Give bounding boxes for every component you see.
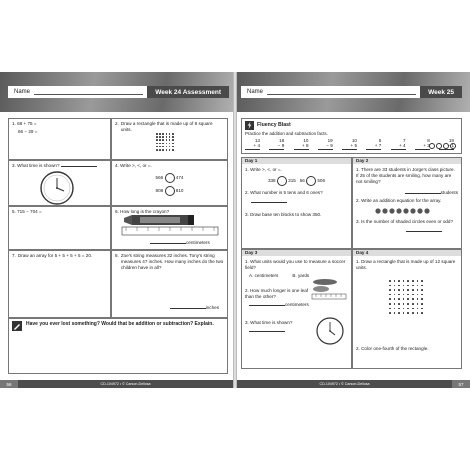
fact-top: 5 [378, 137, 382, 143]
week-title: Week 24 Assessment [147, 86, 229, 98]
fact-bottom: − 9 [269, 143, 284, 149]
fact-bottom: + 8 [294, 143, 309, 149]
crayon-ruler-icon [120, 215, 220, 237]
answer-line[interactable] [251, 199, 287, 203]
question-7: 7. Draw an array for 5 + 5 + 5 + 5 = 20. [8, 250, 111, 318]
week-title: Week 25 [420, 86, 462, 98]
answer-line[interactable] [249, 328, 285, 332]
fact-bottom: + 3 [415, 143, 430, 149]
circle-array [374, 207, 434, 215]
left-page [0, 72, 233, 388]
question-3: 3. What time is shown? [8, 160, 111, 206]
leaf-ruler-icon [311, 278, 347, 300]
question-6: 6. How long is the crayon? centimeters [111, 206, 228, 250]
day-2: Day 2 1. There are 33 students in Jorge's class picture. If 25 of the students are smiling, how many are not smiling? students 2. Write an addition equation for the array. 3. Is the number of shaded circles even or odd? [352, 157, 462, 249]
fact-bottom: − 1 [439, 143, 454, 149]
reflection-box: Have you ever lost something? Would that be addition or subtraction? Explain. [8, 318, 228, 374]
fact-7 [391, 138, 406, 150]
answer-line[interactable] [150, 240, 186, 244]
fact-4 [318, 138, 333, 150]
name-line[interactable] [267, 89, 416, 95]
fact-top: 7 [402, 137, 406, 143]
fluency-blast: Fluency Blast Practice the addition and subtraction facts. 13 + 4 18 − 9 10 + 8 19 − 9 10 + 5 5 + 7 7 + 4 8 + 3 19 − 1 [241, 118, 462, 154]
right-footer: CD-104972 • © Carson-Dellosa 57 [237, 380, 470, 388]
right-header [241, 86, 462, 98]
question-5: 5. 715 − 704 = [8, 206, 111, 250]
answer-line[interactable] [249, 302, 285, 306]
pencil-icon [12, 321, 22, 331]
workbook-spread [0, 72, 470, 388]
answer-line[interactable] [406, 228, 442, 232]
fact-1 [245, 138, 260, 150]
fact-bottom: + 5 [342, 143, 357, 149]
question-4: 4. Write >, <, or =. 566 474 808 810 [111, 160, 228, 206]
fact-bottom: − 9 [318, 143, 333, 149]
dot-grid[interactable] [389, 280, 423, 314]
right-page [237, 72, 470, 388]
question-2: 2. Draw a rectangle that is made up of 8 square units. [111, 118, 228, 160]
fact-top: 19 [327, 137, 333, 143]
fact-top: 13 [254, 137, 260, 143]
day-3: Day 3 1. What units would you use to measure a soccer field? A. centimeters B. yards 2. How much longer is one leaf than the other? centimeters 3. What time is shown? [241, 249, 352, 369]
day-4: Day 4 1. Draw a rectangle that is made up of 12 square units. 2. Color one-fourth of the rectangle. [352, 249, 462, 369]
compare-circle[interactable] [165, 173, 175, 183]
answer-line[interactable] [170, 305, 206, 309]
fact-bottom: + 7 [366, 143, 381, 149]
page-number: 56 [0, 380, 18, 388]
fact-top: 8 [427, 137, 430, 143]
fact-top: 18 [279, 137, 285, 143]
dot-grid[interactable] [156, 133, 174, 151]
compare-circle[interactable] [306, 176, 316, 186]
name-line[interactable] [34, 89, 143, 95]
fact-6 [366, 138, 381, 150]
fact-5 [342, 138, 357, 150]
left-footer: 56 CD-104972 • © Carson-Dellosa [0, 380, 233, 388]
fact-2 [269, 138, 284, 150]
clock-icon [315, 316, 345, 346]
question-8: 8. Zoe's string measures 32 inches. Tony's string measures 47 inches. How many inches do the two children have in all? inches [111, 250, 228, 318]
fact-8 [415, 138, 430, 150]
fact-top: 19 [448, 137, 454, 143]
day-1: Day 1 1. Write >, <, or =. 338 315 56 506 2. What number is 5 tens and 6 ones? 3. Draw base ten blocks to show 350. [241, 157, 352, 249]
lightning-icon [245, 121, 254, 130]
fact-top: 10 [351, 137, 357, 143]
timer-circles [429, 143, 457, 151]
facts-row [245, 138, 458, 150]
left-header [8, 86, 229, 98]
answer-line[interactable] [405, 190, 441, 194]
fact-3 [294, 138, 309, 150]
compare-circle[interactable] [165, 186, 175, 196]
name-label: Name [14, 89, 31, 95]
option-a[interactable]: A. centimeters [249, 273, 279, 279]
clock-icon [39, 170, 75, 206]
option-b[interactable]: B. yards [292, 273, 310, 279]
fact-top: 10 [303, 137, 309, 143]
answer-line[interactable] [61, 163, 97, 167]
compare-circle[interactable] [277, 176, 287, 186]
fact-bottom: + 4 [245, 143, 260, 149]
question-1: 1. 68 + 75 = 66 − 29 = [8, 118, 111, 160]
page-number: 57 [452, 380, 470, 388]
name-label: Name [247, 89, 264, 95]
fact-bottom: + 4 [391, 143, 406, 149]
